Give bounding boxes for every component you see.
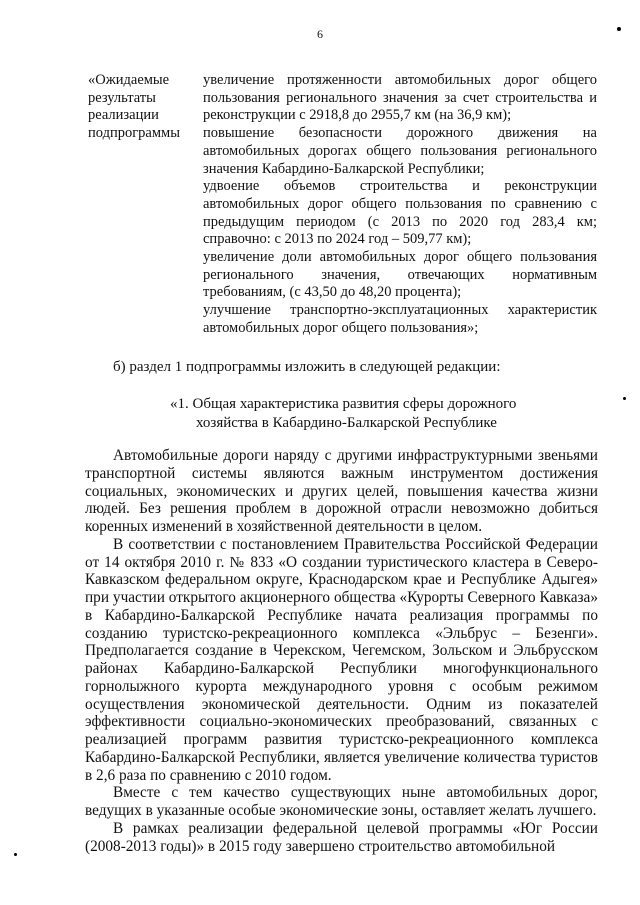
body-paragraph-4: В рамках реализации федеральной целевой программы «Юг России (2008-2013 годы)» в 2015 году завершено строительство автомобильной	[85, 819, 598, 855]
section-heading	[170, 395, 530, 432]
result-item-1: увеличение протяженности автомобильных дорог общего пользования регионального значения за счет строительства и реконструкции с 2918,8 до 2955,7 км (на 36,9 км);	[203, 72, 597, 124]
body-paragraph-1: Автомобильные дороги наряду с другими инфраструктурными звеньями транспортной системы являются важным инструментом достижения социальных, экономических и других целей, повышения качества жизни людей. Без решения проблем в дорожной отрасли невозможно добиться коренных изменений в хозяйственной деятельности в целом.	[85, 447, 598, 535]
result-item-5: улучшение транспортно-эксплуатационных характеристик автомобильных дорог общего пользования»;	[203, 302, 597, 336]
section-heading-line-1: «1. Общая характеристика развития сферы дорожного	[170, 396, 517, 412]
expected-results-list	[203, 72, 597, 338]
page-number: 6	[317, 27, 323, 41]
result-item-2: повышение безопасности дорожного движения на автомобильных дорогах общего пользования регионального значения Кабардино-Балкарской Республики;	[203, 125, 597, 177]
scan-speck-bottom-left	[14, 853, 17, 856]
result-item-4: увеличение доли автомобильных дорог общего пользования регионального значения, отвечающих нормативным требованиям, (с 43,50 до 48,20 процента);	[203, 249, 597, 301]
scan-speck-right	[623, 397, 626, 400]
subsection-instruction: б) раздел 1 подпрограммы изложить в следующей редакции:	[113, 359, 501, 375]
body-text	[85, 447, 598, 855]
expected-results-label: «Ожидаемые результаты реализации подпрограммы	[88, 72, 180, 142]
result-item-3: удвоение объемов строительства и реконструкции автомобильных дорог общего пользования по сравнению с предыдущим периодом (с 2013 по 2020 год 283,4 км; справочно: с 2013 по 2024 год – 509,77 км);	[203, 178, 597, 248]
body-paragraph-2: В соответствии с постановлением Правительства Российской Федерации от 14 октября 2010 г. № 833 «О создании туристического кластера в Северо-Кавказском федеральном округе, Краснодарском крае и Республике Адыгея» при участии открытого акционерного общества «Курорты Северного Кавказа» в Кабардино-Балкарской Республике начата реализация программы по созданию туристско-рекреационного комплекса «Эльбрус – Безенги». Предполагается создание в Черекском, Чегемском, Зольском и Эльбрусском районах Кабардино-Балкарской Республики многофункционального горнолыжного курорта международного уровня с особым режимом осуществления экономической деятельности. Одним из показателей эффективности социально-экономических преобразований, связанных с реализацией программ развития туристско-рекреационного комплекса Кабардино-Балкарской Республики, является увеличение количества туристов в 2,6 раза по сравнению с 2010 годом.	[85, 535, 598, 784]
body-paragraph-3: Вместе с тем качество существующих ныне автомобильных дорог, ведущих в указанные особые экономические зоны, оставляет желать лучшего.	[85, 784, 598, 819]
section-heading-line-2: хозяйства в Кабардино-Балкарской Республике	[196, 414, 497, 431]
scan-speck-top-right	[617, 27, 621, 31]
